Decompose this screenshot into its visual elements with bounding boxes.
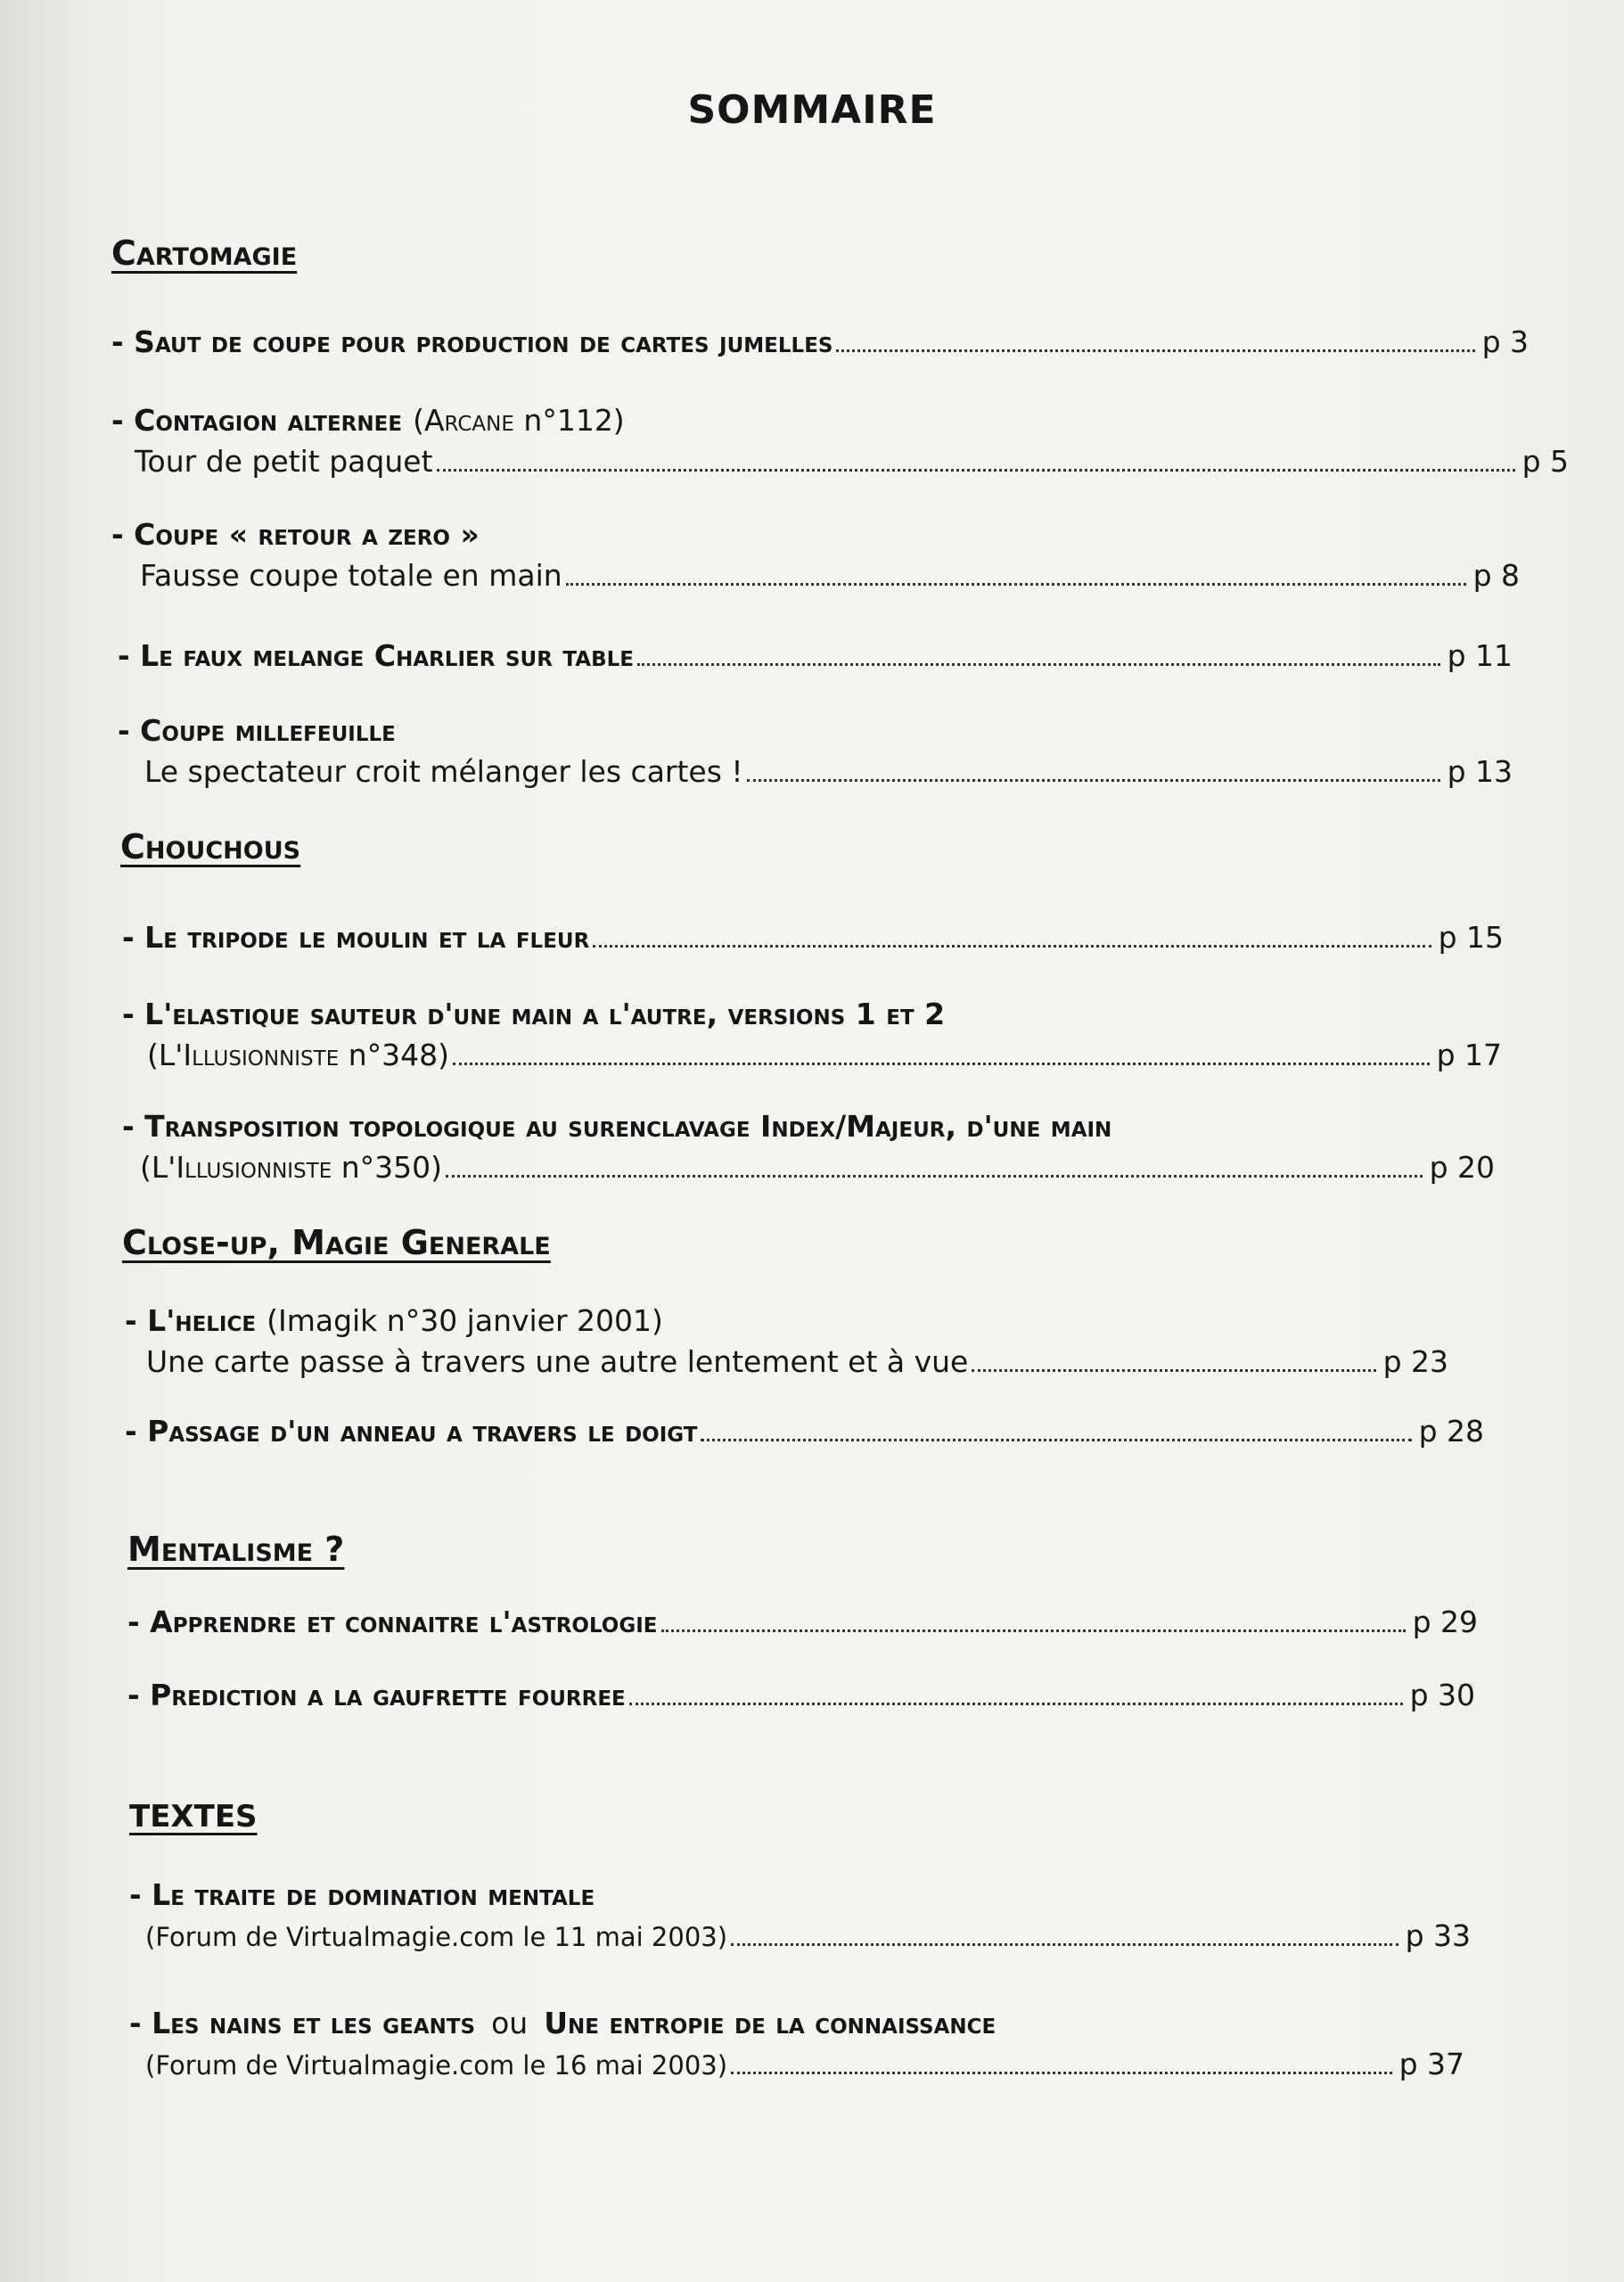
dot-leader: [637, 663, 1440, 666]
section-heading-mentalisme: Mentalisme ?: [127, 1530, 345, 1569]
toc-entry-elastique-sauteur[interactable]: [122, 997, 1502, 1079]
page-number: p 5: [1521, 444, 1569, 479]
toc-entry-saut-de-coupe[interactable]: [111, 324, 1529, 365]
toc-entry-gaufrette[interactable]: [127, 1678, 1475, 1719]
page-number: p 37: [1398, 2047, 1464, 2081]
entry-subtitle: Fausse coupe totale en main: [140, 558, 562, 593]
toc-entry-coupe-millefeuille[interactable]: [118, 713, 1513, 795]
entry-subtitle: Une carte passe à travers une autre lentement et à vue: [146, 1344, 969, 1379]
toc-entry-faux-melange-charlier[interactable]: [118, 638, 1513, 679]
entry-title: - L'helice: [125, 1303, 257, 1338]
dot-leader: [629, 1703, 1403, 1705]
entry-title: - Le faux melange Charlier sur table: [118, 638, 635, 673]
entry-title: - Saut de coupe pour production de cartes jumelles: [111, 324, 833, 359]
dot-leader: [437, 469, 1515, 472]
page-number: p 33: [1405, 1918, 1471, 1953]
toc-entry-nains-geants[interactable]: [129, 2006, 1464, 2088]
page-number: p 28: [1418, 1414, 1484, 1449]
page-number: p 3: [1481, 324, 1529, 359]
entry-title: - Prediction a la gaufrette fourree: [127, 1678, 626, 1712]
entry-title-second: Une entropie de la connaissance: [544, 2006, 997, 2040]
page-number: p 30: [1409, 1678, 1475, 1712]
entry-note: (Imagik n°30 janvier 2001): [267, 1303, 663, 1338]
toc-entry-traite-domination[interactable]: [129, 1877, 1471, 1959]
entry-title: - Passage d'un anneau a travers le doigt: [125, 1414, 698, 1449]
page-number: p 20: [1429, 1150, 1495, 1185]
entry-subtitle: Le spectateur croit mélanger les cartes !: [144, 754, 743, 789]
dot-leader: [747, 779, 1440, 782]
entry-title: - L'elastique sauteur d'une main a l'autre, versions 1 et 2: [122, 997, 946, 1031]
toc-entry-passage-anneau[interactable]: [125, 1414, 1484, 1455]
entry-title: - Contagion alternee: [111, 403, 403, 438]
dot-leader: [453, 1063, 1430, 1065]
section-heading-cartomagie: Cartomagie: [111, 234, 298, 273]
dot-leader: [972, 1369, 1375, 1372]
section-heading-chouchous: Chouchous: [120, 827, 301, 866]
section-heading-textes: TEXTES: [129, 1799, 258, 1835]
toc-entry-coupe-retour-a-zero[interactable]: [111, 517, 1520, 599]
page-number: p 17: [1436, 1038, 1502, 1072]
dot-leader: [661, 1629, 1406, 1632]
page-number: p 8: [1472, 558, 1520, 593]
entry-title: - Les nains et les geants: [129, 2006, 476, 2040]
entry-subtitle: (L'Illusionniste n°350): [140, 1150, 443, 1185]
dot-leader: [731, 1943, 1398, 1946]
entry-subtitle: (L'Illusionniste n°348): [147, 1038, 450, 1072]
dot-leader: [731, 2072, 1392, 2074]
entry-title: - Coupe « retour a zero »: [111, 517, 480, 552]
toc-entry-helice[interactable]: [125, 1303, 1448, 1385]
toc-entry-astrologie[interactable]: [127, 1605, 1478, 1646]
entry-title: - Transposition topologique au surenclavage Index/Majeur, d'une main: [122, 1109, 1112, 1144]
entry-subtitle: (Forum de Virtualmagie.com le 16 mai 2003): [145, 2050, 728, 2081]
page-number: p 15: [1438, 920, 1504, 955]
section-heading-closeup: Close-up, Magie Generale: [122, 1223, 551, 1262]
toc-entry-transposition-topologique[interactable]: [122, 1109, 1495, 1191]
dot-leader: [836, 349, 1474, 352]
dot-leader: [446, 1175, 1423, 1178]
dot-leader: [566, 583, 1466, 586]
entry-title: - Le traite de domination mentale: [129, 1877, 595, 1912]
dot-leader: [593, 945, 1431, 948]
page-number: p 11: [1447, 638, 1513, 673]
dot-leader: [701, 1439, 1411, 1441]
toc-entry-contagion-alternee[interactable]: [111, 403, 1569, 485]
entry-title: - Coupe millefeuille: [118, 713, 396, 748]
page-number: p 23: [1382, 1344, 1448, 1379]
entry-title: - Apprendre et connaitre l'astrologie: [127, 1605, 658, 1639]
page-title: SOMMAIRE: [687, 87, 937, 133]
page-number: p 29: [1412, 1605, 1478, 1639]
page-number: p 13: [1447, 754, 1513, 789]
entry-subtitle: (Forum de Virtualmagie.com le 11 mai 2003): [145, 1922, 728, 1952]
entry-title: - Le tripode le moulin et la fleur: [122, 920, 590, 955]
toc-entry-tripode[interactable]: [122, 920, 1504, 961]
entry-subtitle: Tour de petit paquet: [135, 444, 433, 479]
entry-note: (Arcane n°112): [413, 403, 625, 438]
entry-connector: ou: [491, 2006, 529, 2040]
